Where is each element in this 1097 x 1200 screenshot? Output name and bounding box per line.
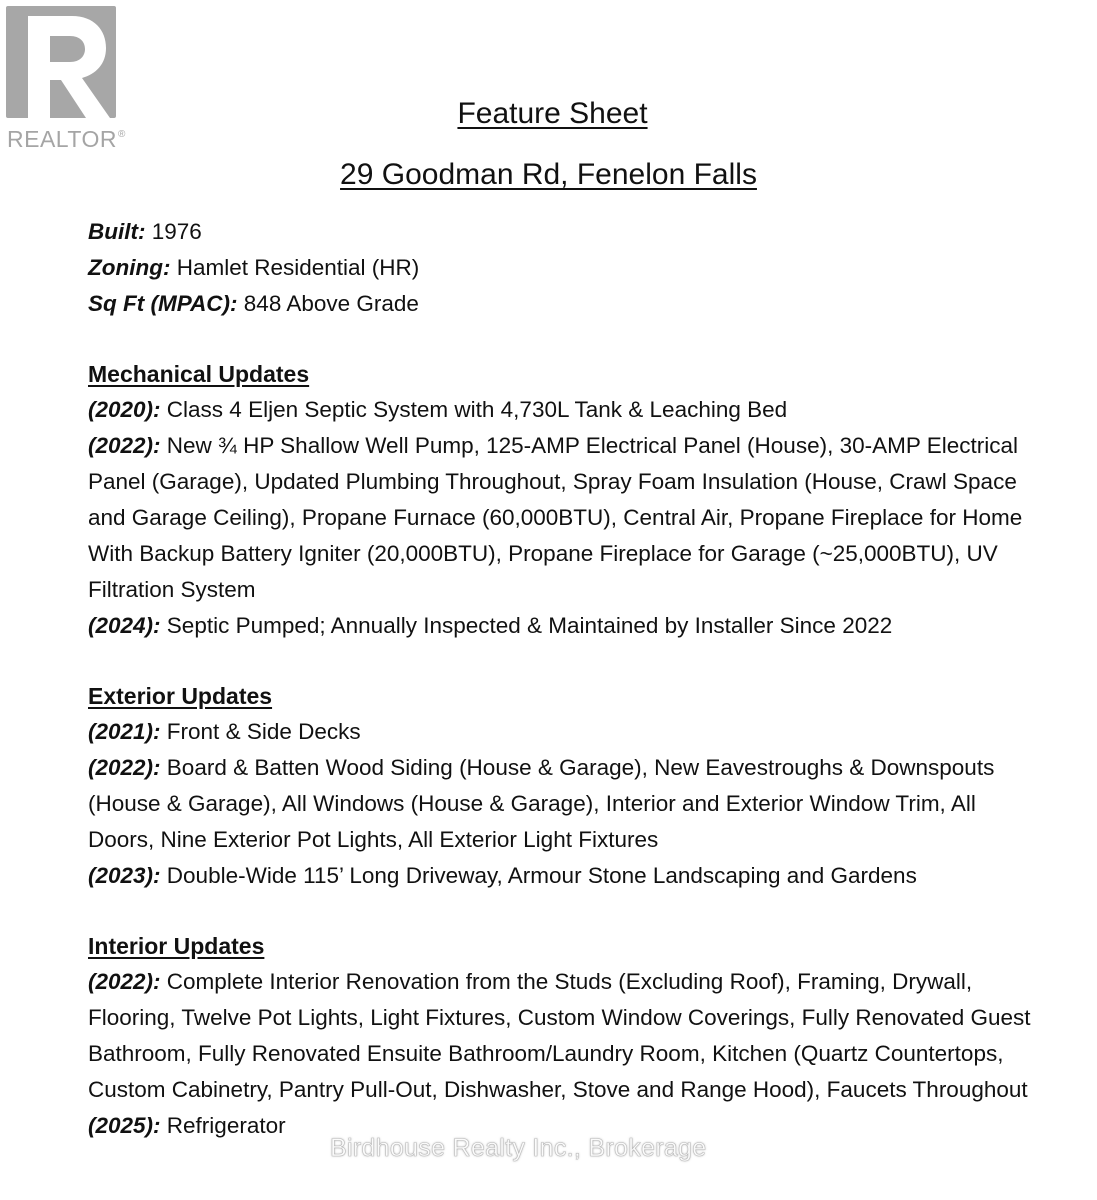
list-item: (2022): Board & Batten Wood Siding (House & Garage), New Eavestroughs & Downspouts (House & Garage), All Windows (House & Garage), Interior and Exterior Window Trim, All Doors, Nine Exterior Pot Lights, All Exterior Light Fixtures [88, 755, 995, 852]
list-item: (2022): Complete Interior Renovation from the Studs (Excluding Roof), Framing, Drywall, Flooring, Twelve Pot Lights, Light Fixtures, Custom Window Coverings, Fully Renovated Guest Bathroom, Fully Renovated Ensuite Bathroom/Laundry Room, Kitchen (Quartz Countertops, Custom Cabinetry, Pantry Pull-Out, Dishwasher, Stove and Range Hood), Faucets Throughout [88, 969, 1031, 1102]
realtor-wordmark: REALTOR® [7, 126, 126, 152]
property-address: 29 Goodman Rd, Fenelon Falls [340, 158, 757, 191]
section-interior-updates [88, 928, 1048, 1144]
section-mechanical-updates [88, 356, 1048, 644]
list-item: (2020): Class 4 Eljen Septic System with 4,730L Tank & Leaching Bed [88, 397, 788, 422]
section-exterior-updates [88, 678, 1048, 894]
brokerage-watermark: Birdhouse Realty Inc., Brokerage [330, 1134, 707, 1162]
fact-zoning: Zoning: Hamlet Residential (HR) [88, 255, 420, 280]
property-facts [88, 214, 1048, 322]
feature-content [88, 214, 1048, 1144]
page-title: Feature Sheet [457, 97, 648, 130]
fact-built: Built: 1976 [88, 219, 202, 244]
section-heading: Interior Updates [88, 933, 265, 959]
list-item: (2021): Front & Side Decks [88, 719, 361, 744]
section-heading: Exterior Updates [88, 683, 273, 709]
fact-sqft: Sq Ft (MPAC): 848 Above Grade [88, 291, 419, 316]
list-item: (2022): New ¾ HP Shallow Well Pump, 125-AMP Electrical Panel (House), 30-AMP Electrical Panel (Garage), Updated Plumbing Throughout, Spray Foam Insulation (House, Crawl Space and Garage Ceiling), Propane Furnace (60,000BTU), Central Air, Propane Fireplace for Home With Backup Battery Igniter (20,000BTU), Propane Fireplace for Garage (~25,000BTU), UV Filtration System [88, 433, 1023, 602]
list-item: (2025): Refrigerator [88, 1113, 286, 1138]
section-heading: Mechanical Updates [88, 361, 310, 387]
list-item: (2024): Septic Pumped; Annually Inspected & Maintained by Installer Since 2022 [88, 613, 893, 638]
list-item: (2023): Double-Wide 115’ Long Driveway, Armour Stone Landscaping and Gardens [88, 863, 917, 888]
